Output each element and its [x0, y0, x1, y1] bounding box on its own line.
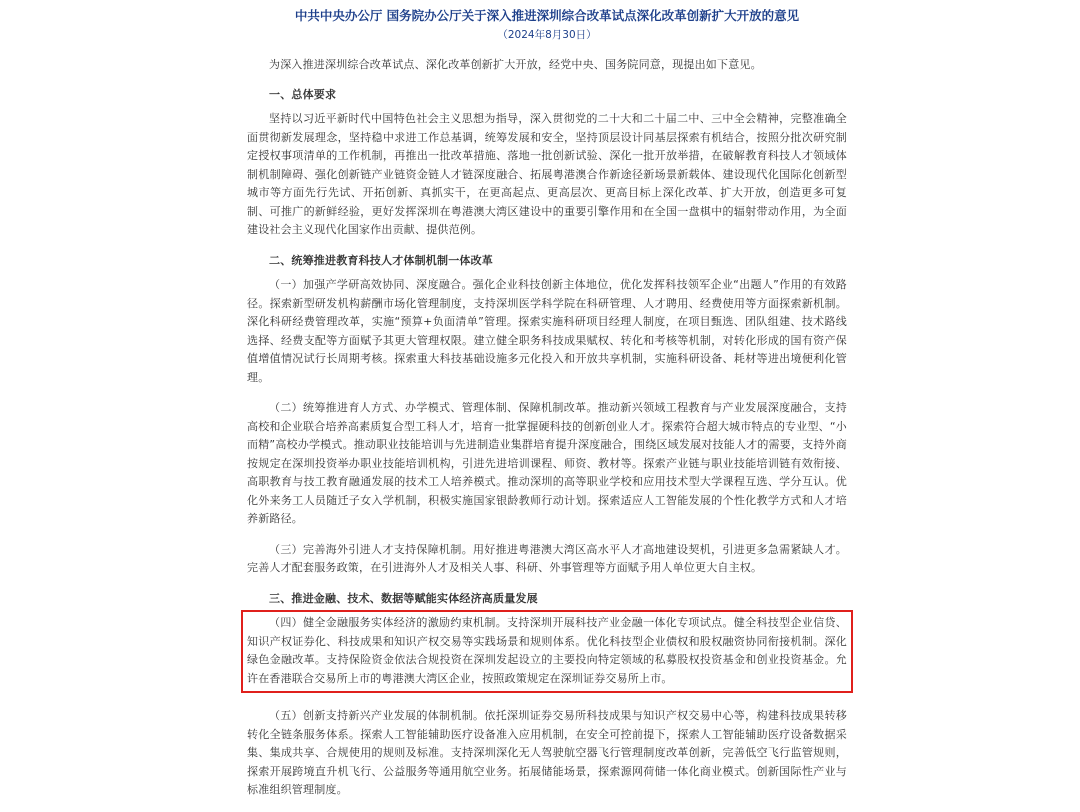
section-heading-2: 二、统筹推进教育科技人才体制机制一体改革 [269, 253, 493, 267]
section-2-paragraph-2: （二）统筹推进育人方式、办学模式、管理体制、保障机制改革。推动新兴领域工程教育与产业发展深度融合，支持高校和企业联合培养高素质复合型工科人才，培育一批掌握硬科技的创新创业人才。探索符合超大城市特点的专业型、“小而精”高校办学模式。推动职业技能培训与先进制造业集群培育提升深度融合，围绕区域发展对技能人才的需要，支持外商按规定在深圳投资举办职业技能培训机构，引进先进培训课程、师资、教材等。探索产业链与职业技能培训链有效衔接、高职教育与技工教育融通发展的技术工人培养模式。推动深圳的高等职业学校和应用技术型大学课程互选、学分互认。优化外来务工人员随迁子女入学机制，积极实施国家银龄教师行动计划。探索适应人工智能发展的个性化教学方式和人才培养新路径。 [247, 401, 847, 525]
highlighted-paragraph: （四）健全金融服务实体经济的激励约束机制。支持深圳开展科技产业金融一体化专项试点。健全科技型企业信贷、知识产权证券化、科技成果和知识产权交易等实践场景和规则体系。优化科技型企业债权和股权融资协同衔接机制。深化绿色金融改革。支持保险资金依法合规投资在深圳发起设立的主要投向特定领域的私募股权投资基金和创业投资基金。允许在香港联合交易所上市的粤港澳大湾区企业，按照政策规定在深圳证券交易所上市。 [247, 616, 847, 685]
section-2-paragraph-1: （一）加强产学研高效协同、深度融合。强化企业科技创新主体地位，优化发挥科技领军企业“出题人”作用的有效路径。探索新型研发机构薪酬市场化管理制度，支持深圳医学科学院在科研管理、人才聘用、经费使用等方面探索新机制。深化科研经费管理改革，实施“预算+负面清单”管理。探索实施科研项目经理人制度，在项目甄选、团队组建、技术路线选择、经费支配等方面赋予其更大管理权限。建立健全职务科技成果赋权、转化和考核等机制，对转化形成的国有资产保值增值情况试行长周期考核。探索重大科技基础设施多元化投入和开放共享机制，实施科研设备、耗材等进出境便利化管理。 [247, 278, 847, 384]
section-3-paragraph-5: （五）创新支持新兴产业发展的体制机制。依托深圳证券交易所科技成果与知识产权交易中心等，构建科技成果转移转化全链条服务体系。探索人工智能辅助医疗设备准入应用机制，在安全可控前提下，探索人工智能辅助医疗设备数据采集、集成共享、合规使用的规则及标准。支持深圳深化无人驾驶航空器飞行管理制度改革创新，完善低空飞行监管规则，探索开展跨境直升机飞行、公益服务等通用航空业务。拓展储能场景，探索源网荷储一体化商业模式。创新国际性产业与标准组织管理制度。 [247, 709, 847, 796]
section-heading-3: 三、推进金融、技术、数据等赋能实体经济高质量发展 [269, 591, 538, 605]
highlight-box [241, 610, 853, 693]
intro-paragraph: 为深入推进深圳综合改革试点、深化改革创新扩大开放，经党中央、国务院同意，现提出如下意见。 [269, 58, 762, 71]
document-date: （2024年8月30日） [497, 29, 597, 41]
document-title: 中共中央办公厅 国务院办公厅关于深入推进深圳综合改革试点深化改革创新扩大开放的意见 [294, 8, 800, 23]
section-2-paragraph-3: （三）完善海外引进人才支持保障机制。用好推进粤港澳大湾区高水平人才高地建设契机，引进更多急需紧缺人才。完善人才配套服务政策，在引进海外人才及相关人事、科研、外事管理等方面赋予用人单位更大自主权。 [247, 542, 847, 574]
document [247, 0, 847, 812]
section-heading-1: 一、总体要求 [269, 87, 337, 101]
section-1-paragraph: 坚持以习近平新时代中国特色社会主义思想为指导，深入贯彻党的二十大和二十届二中、三中全会精神，完整准确全面贯彻新发展理念，坚持稳中求进工作总基调，统筹发展和安全，坚持顶层设计同基层探索有机结合，按照分批次研究制定授权事项清单的工作机制，再推出一批改革措施、落地一批创新试验、深化一批开放举措，在破解教育科技人才领域体制机制障碍、强化创新链产业链资金链人才链深度融合、拓展粤港澳合作新途径新场景新载体、建设现代化国际化创新型城市等方面先行先试、开拓创新、真抓实干，在更高起点、更高层次、更高目标上深化改革、扩大开放，创造更多可复制、可推广的新鲜经验，更好发挥深圳在粤港澳大湾区建设中的重要引擎作用和在全国一盘棋中的辐射带动作用，为全面建设社会主义现代化国家作出贡献、提供范例。 [247, 112, 847, 236]
